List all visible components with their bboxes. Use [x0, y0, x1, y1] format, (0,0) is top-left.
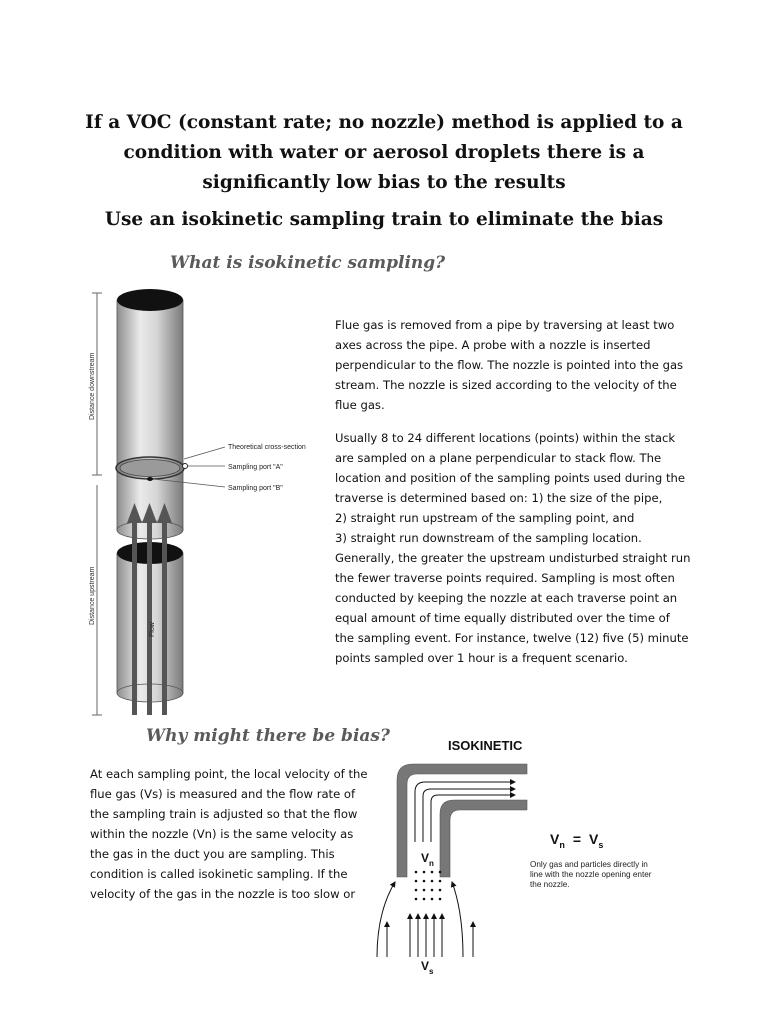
- paragraph-isokinetic-explanation: [90, 764, 367, 904]
- sampling-port-a-icon: [183, 464, 188, 469]
- equation-vn-equals-vs: $V_n = V_s$: [550, 831, 604, 850]
- text-line: Flue gas is removed from a pipe by traversing at least two: [335, 318, 675, 332]
- section-title-what-is-isokinetic: What is isokinetic sampling?: [170, 253, 446, 273]
- text-line: are sampled on a plane perpendicular to stack flow. The: [335, 451, 662, 465]
- isokinetic-nozzle-diagram: [365, 732, 705, 982]
- paragraph-traversing: [335, 315, 683, 415]
- text-line: 3) straight run downstream of the sampling location.: [335, 531, 642, 545]
- label-distance-downstream: Distance downstream: [89, 352, 96, 420]
- text-line: stream. The nozzle is sized according to the velocity of the: [335, 378, 677, 392]
- flow-arrows: [127, 503, 172, 715]
- sub-heading: Use an isokinetic sampling train to eliminate the bias: [104, 209, 664, 230]
- label-sampling-port-b: Sampling port "B": [228, 485, 283, 492]
- main-heading: If a VOC (constant rate; no nozzle) method is applied to a condition with water or aerosol droplets there is a significantly low bias to the results: [85, 112, 683, 193]
- label-flow: Flow: [149, 622, 156, 637]
- text-line: conducted by keeping the nozzle at each traverse point an: [335, 591, 678, 605]
- text-line: points sampled over 1 hour is a frequent scenario.: [335, 651, 628, 665]
- text-line: flue gas.: [335, 398, 385, 412]
- text-line: perpendicular to the flow. The nozzle is pointed into the gas: [335, 358, 684, 372]
- text-line: the gas in the duct you are sampling. This: [90, 847, 335, 861]
- text-line: the fewer traverse points required. Sampling is most often: [335, 571, 675, 585]
- text-line: within the nozzle (Vn) is the same velocity as: [90, 827, 354, 841]
- gas-flow-arrows: [377, 882, 473, 957]
- text-line: the sampling train is adjusted so that the flow: [90, 807, 358, 821]
- text-line: Generally, the greater the upstream undisturbed straight run: [335, 551, 691, 565]
- nozzle-walls: [397, 764, 527, 877]
- upper-pipe-section: [117, 289, 183, 539]
- label-sampling-port-a: Sampling port "A": [228, 464, 283, 471]
- label-distance-upstream: Distance upstream: [89, 566, 96, 625]
- text-line: 2) straight run upstream of the sampling point, and: [335, 511, 635, 525]
- vn-label: $V_n$: [421, 851, 434, 868]
- isokinetic-caption: Only gas and particles directly in line with the nozzle opening enter the nozzle.: [530, 860, 652, 889]
- label-theoretical-cross-section: Theoretical cross-section: [228, 444, 306, 451]
- text-line: axes across the pipe. A probe with a nozzle is inserted: [335, 338, 651, 352]
- text-line: velocity of the gas in the nozzle is too slow or: [90, 887, 356, 901]
- text-line: location and position of the sampling points used during the: [335, 471, 685, 485]
- text-line: At each sampling point, the local velocity of the: [90, 767, 368, 781]
- text-line: condition is called isokinetic sampling. If the: [90, 867, 348, 881]
- text-line: equal amount of time equally distributed over the time of: [335, 611, 670, 625]
- text-line: traverse is determined based on: 1) the size of the pipe,: [335, 491, 663, 505]
- text-line: Usually 8 to 24 different locations (points) within the stack: [335, 431, 676, 445]
- particles: [415, 871, 442, 901]
- sampling-port-b-icon: [147, 477, 153, 481]
- section-title-why-bias: Why might there be bias?: [146, 726, 390, 746]
- text-line: flue gas (Vs) is measured and the flow rate of: [90, 787, 356, 801]
- vs-label: $V_s$: [421, 959, 434, 976]
- nozzle-flow-arrows: [415, 782, 515, 842]
- isokinetic-title: ISOKINETIC: [448, 738, 523, 753]
- text-line: the sampling event. For instance, twelve (12) five (5) minute: [335, 631, 689, 645]
- paragraph-sampling-points: [335, 428, 690, 668]
